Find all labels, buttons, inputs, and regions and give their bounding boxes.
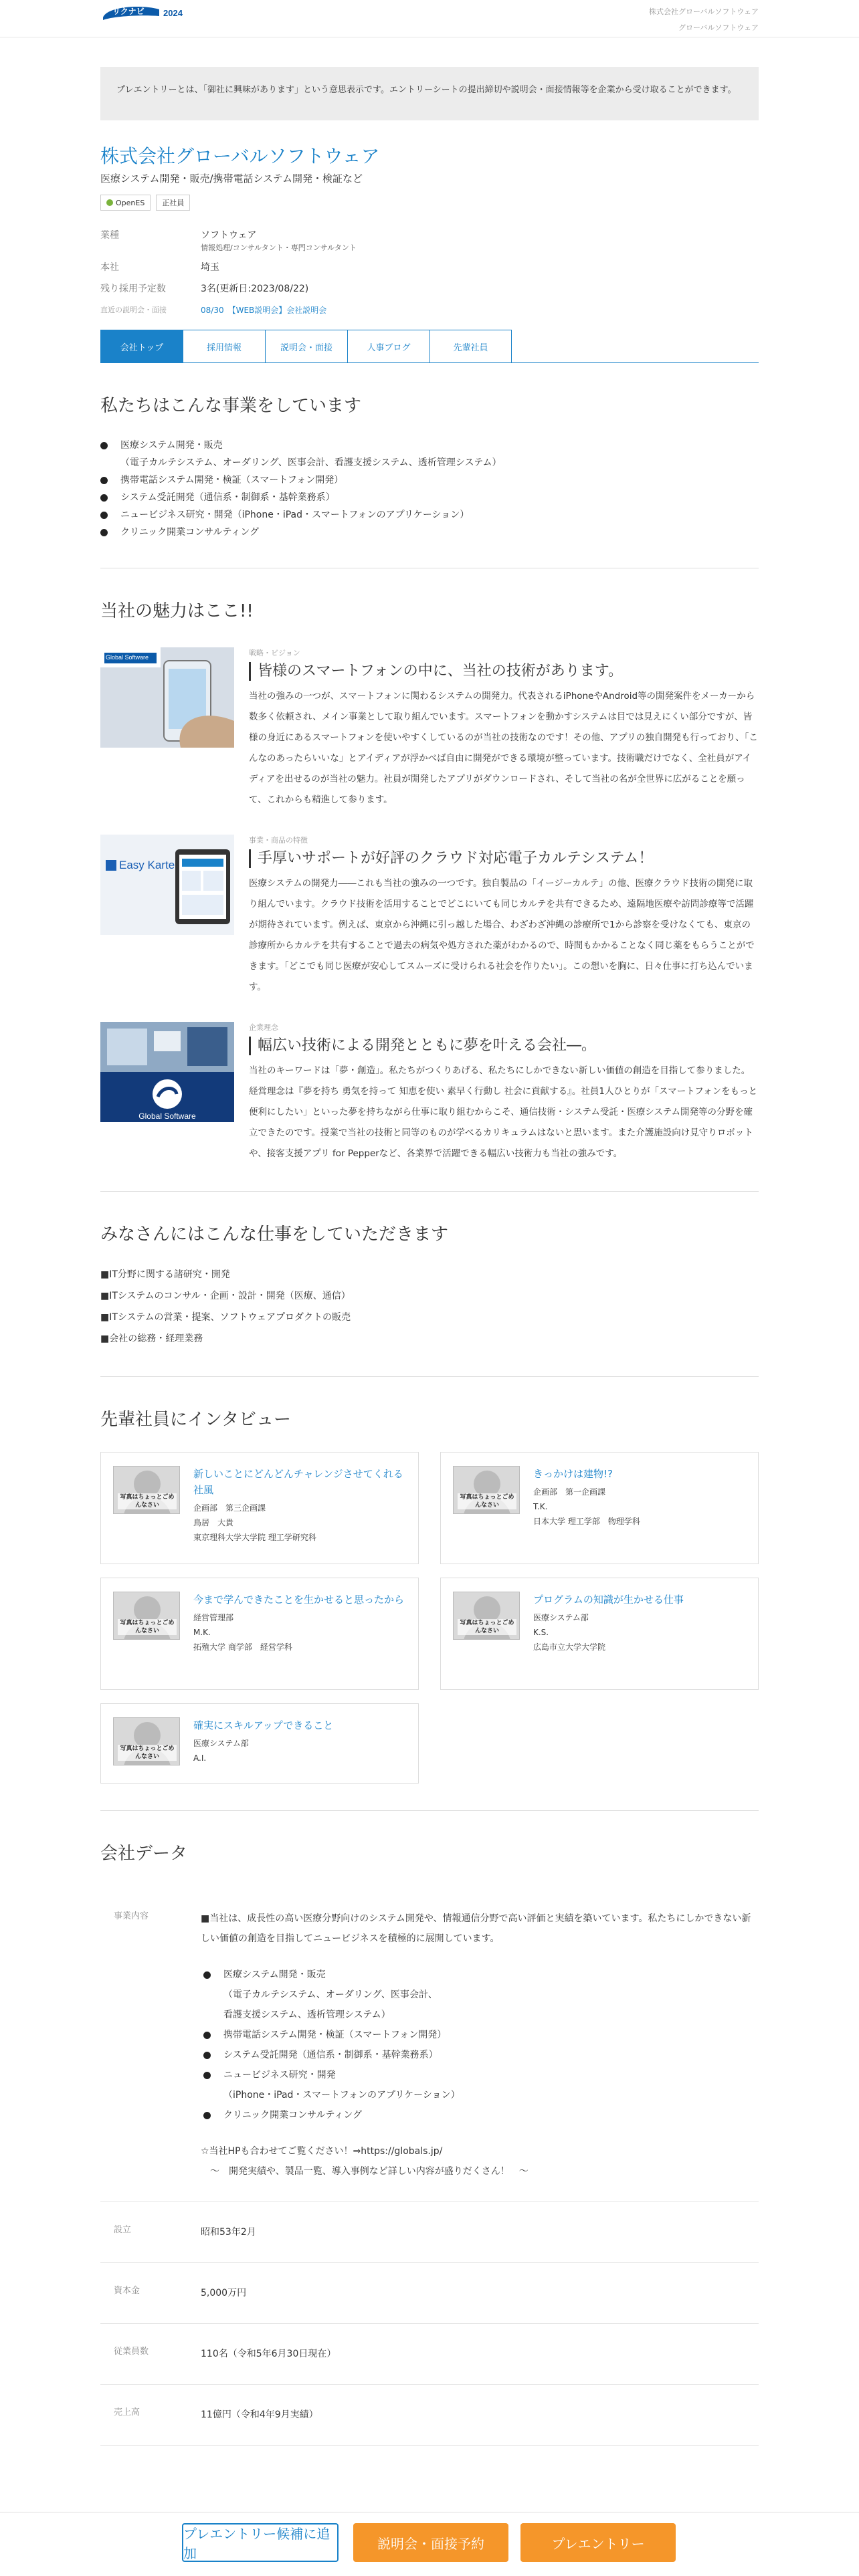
tab-recruit-info[interactable]: 採用情報 <box>183 330 265 363</box>
list-item: （電子カルテシステム、オーダリング、医事会計、 <box>223 1990 438 2000</box>
interview-card-4[interactable] <box>440 1578 759 1690</box>
sales-label: 売上高 <box>114 2407 140 2418</box>
business-list <box>100 437 759 541</box>
feature-2-image-caption: Easy Karte <box>119 859 175 871</box>
staff-photo-placeholder <box>453 1592 520 1640</box>
feature-image-smartphone <box>100 647 234 748</box>
list-item: システム受託開発（通信系・制御系・基幹業務系） <box>201 2045 759 2065</box>
interview-card-1[interactable] <box>100 1452 419 1564</box>
pre-entry-button[interactable]: プレエントリー <box>520 2523 676 2562</box>
industry-sub: 情報処理/コンサルタント・専門コンサルタント <box>201 243 357 252</box>
list-item: ■IT分野に関する諸研究・開発 <box>100 1269 230 1280</box>
staff-photo-placeholder <box>113 1466 180 1514</box>
photo-caption: 写真はちょっとごめんなさい <box>118 1745 177 1761</box>
header-company-line1: 株式会社グローバルソフトウェア <box>648 7 759 16</box>
tab-senior-staff[interactable]: 先輩社員 <box>430 330 512 363</box>
remaining-label: 残り採用予定数 <box>100 284 166 294</box>
feature-2-title: 手厚いサポートが好評のクラウド対応電子カルテシステム！ <box>249 849 759 868</box>
founded-value: 昭和53年2月 <box>201 2227 256 2238</box>
list-item: （iPhone・iPad・スマートフォンのアプリケーション） <box>223 2090 460 2101</box>
list-item: 医療システム開発・販売 <box>201 1965 759 1985</box>
sticky-footer <box>0 2512 859 2576</box>
interview-grid <box>100 1452 759 1784</box>
list-item: （電子カルテシステム、オーダリング、医事会計、看護支援システム、透析管理システム） <box>120 457 502 468</box>
interview-card-meta <box>533 1485 640 1529</box>
photo-caption: 写真はちょっとごめんなさい <box>118 1619 177 1635</box>
company-name: 株式会社グローバルソフトウェア <box>100 146 380 167</box>
info-recent <box>100 303 759 318</box>
work-list <box>100 1264 759 1350</box>
list-item: ニュービジネス研究・開発 <box>201 2065 759 2085</box>
interview-card-5[interactable] <box>100 1703 419 1784</box>
header-company-line2: グローバルソフトウェア <box>678 23 759 32</box>
feature-1-title: 皆様のスマートフォンの中に、当社の技術があります。 <box>249 662 759 681</box>
staff-name: K.S. <box>533 1628 549 1637</box>
fulltime-badge: 正社員 <box>156 195 190 211</box>
business-title: 私たちはこんな事業をしています <box>100 396 362 416</box>
staff-dept: 経営管理部 <box>193 1613 234 1622</box>
industry-label: 業種 <box>100 230 119 241</box>
tab-seminar[interactable]: 説明会・面接 <box>265 330 347 363</box>
industry-main: ソフトウェア <box>201 230 257 241</box>
feature-3-image-caption: Global Software <box>138 1111 196 1121</box>
work-title: みなさんにはこんな仕事をしていただきます <box>100 1224 449 1245</box>
interview-card-meta <box>533 1610 684 1654</box>
interview-card-body <box>193 1466 406 1550</box>
feature-2-body: 医療システムの開発力――これも当社の強みの一つです。独自製品の「イージーカルテ」の他、医療クラウド技術の開発に取り組んでいます。クラウド技術を活用することでどこにいても同じカルテを共有できるため、遠隔地医療や訪問診療等で活躍が期待されています。例えば、東京から沖縄に引っ越した場合、わざわざ沖縄の診療所で1から診察を受けなくても、東京の診療所からカルテを共有することで過去の病気や処方された薬がわかるので、時間もかかることなく同じ薬をもらうことができます。「どこでも同じ医療が安心してスムーズに受けられる社会を作りたい」。この想いを胸に、日々仕事に打ち込んでいます。 <box>249 878 755 992</box>
capital-label: 資本金 <box>114 2286 140 2296</box>
appeal-title: 当社の魅力はここ!! <box>100 601 254 621</box>
staff-dept: 医療システム部 <box>193 1739 249 1748</box>
data-row-employees <box>100 2324 759 2385</box>
feature-2 <box>100 835 759 998</box>
list-item: ■会社の総務・経理業務 <box>100 1333 203 1344</box>
photo-caption: 写真はちょっとごめんなさい <box>458 1619 516 1635</box>
global-software-logo-icon <box>100 1022 234 1122</box>
staff-name: T.K. <box>533 1502 548 1511</box>
smartphone-illustration-icon <box>100 647 234 748</box>
company-data-title: 会社データ <box>100 1844 188 1864</box>
list-item: 携帯電話システム開発・検証（スマートフォン開発） <box>201 2025 759 2045</box>
feature-1-text <box>249 647 759 811</box>
tab-company-top[interactable]: 会社トップ <box>100 330 183 363</box>
divider <box>100 1191 759 1192</box>
interview-card-meta <box>193 1501 406 1545</box>
interview-card-body <box>193 1592 404 1676</box>
feature-2-text <box>249 835 759 998</box>
feature-image-easy-karte <box>100 835 234 935</box>
feature-3-text <box>249 1022 759 1164</box>
feature-1 <box>100 647 759 811</box>
feature-3-title: 幅広い技術による開発とともに夢を叶える会社―。 <box>249 1037 759 1055</box>
interview-card-title[interactable]: 新しいことにどんどんチャレンジさせてくれる社風 <box>193 1468 403 1496</box>
logo-text: リクナビ <box>112 7 145 16</box>
staff-photo-placeholder <box>453 1466 520 1514</box>
employees-value: 110名（令和5年6月30日現在） <box>201 2349 337 2359</box>
interview-card-body <box>533 1592 684 1676</box>
industry-value <box>201 228 357 253</box>
list-item: 看護支援システム、透析管理システム） <box>223 2010 391 2020</box>
interview-card-title[interactable]: プログラムの知識が生かせる仕事 <box>533 1594 684 1606</box>
photo-caption: 写真はちょっとごめんなさい <box>118 1493 177 1509</box>
business-value <box>201 1909 759 2181</box>
remaining-value: 3名(更新日:2023/08/22) <box>201 284 309 294</box>
top-bar <box>0 0 859 37</box>
header-company <box>649 4 759 36</box>
employees-label: 従業員数 <box>114 2347 149 2357</box>
list-item: システム受託開発（通信系・制御系・基幹業務系） <box>100 489 759 506</box>
feature-1-image-caption: Global Software <box>106 654 149 661</box>
hq-value: 埼玉 <box>201 262 219 273</box>
interview-title: 先輩社員にインタビュー <box>100 1410 291 1430</box>
business-intro: ■当社は、成長性の高い医療分野向けのシステム開発や、情報通信分野で高い評価と実績を築いています。私たちにしかできない新しい価値の創造を目指してニュービジネスを積極的に展開しています。 <box>201 1913 751 1944</box>
interview-card-3[interactable] <box>100 1578 419 1690</box>
interview-card-title[interactable]: 今まで学んできたことを生かせると思ったから <box>193 1594 405 1606</box>
company-subtitle: 医療システム開発・販売/携帯電話システム開発・検証など <box>100 173 363 185</box>
tab-hr-blog[interactable]: 人事ブログ <box>347 330 430 363</box>
interview-card-meta <box>193 1736 333 1765</box>
staff-dept: 企画部 第三企画課 <box>193 1503 266 1513</box>
staff-school: 広島市立大学大学院 <box>533 1642 606 1652</box>
company-data-table <box>100 1889 759 2446</box>
feature-1-category: 戦略・ビジョン <box>249 649 300 657</box>
data-row-capital <box>100 2263 759 2324</box>
interview-card-title[interactable]: 確実にスキルアップできること <box>193 1719 334 1731</box>
openes-badge <box>100 195 151 211</box>
data-row-sales <box>100 2385 759 2446</box>
founded-label: 設立 <box>114 2225 132 2235</box>
staff-name: A.I. <box>193 1753 207 1763</box>
pre-entry-notice: プレエントリーとは、「御社に興味があります」という意思表示です。エントリーシートの提出締切や説明会・面接情報等を企業から受け取ることができます。 <box>100 67 759 120</box>
openes-label: OpenES <box>116 198 145 207</box>
recent-label: 直近の説明会・面接 <box>100 306 167 314</box>
company-tabs <box>100 330 759 363</box>
add-candidate-button[interactable]: プレエントリー候補に追加 <box>182 2523 339 2562</box>
hq-label: 本社 <box>100 262 119 273</box>
company-info <box>100 228 759 318</box>
photo-caption: 写真はちょっとごめんなさい <box>458 1493 516 1509</box>
feature-1-body: 当社の強みの一つが、スマートフォンに関わるシステムの開発力。代表されるiPhoneやAndroid等の開発案件をメーカーから数多く依頼され、メイン事業として取り組んでいます。スマートフォンを動かすシステムは目では見えにくい部分ですが、皆様の身近にあるスマートフォンを使いやすくしているのが当社の技術なのです！その他、アプリの独自開発も行っており、「こんなのあったらいいな」とアイディアが浮かべば自由に開発ができる環境が整っています。技術職だけでなく、全社員がアイディアを出せるのが当社の魅力。社員が開発したアプリがダウンロードされ、そして当社の名が全世界に広がることを願って、これからも精進して参ります。 <box>249 691 758 805</box>
info-industry <box>100 228 759 253</box>
feature-image-global-software <box>100 1022 234 1122</box>
staff-dept: 医療システム部 <box>533 1613 589 1622</box>
list-item: クリニック開業コンサルティング <box>201 2105 759 2125</box>
sales-value: 11億円（令和4年9月実績） <box>201 2409 318 2420</box>
business-tail-link[interactable]: ☆当社HPも合わせてご覧ください！⇒https://globals.jp/ <box>201 2146 443 2157</box>
staff-photo-placeholder <box>113 1717 180 1765</box>
info-remaining <box>100 282 759 296</box>
feature-3-category: 企業理念 <box>249 1023 278 1032</box>
seminar-reserve-button[interactable]: 説明会・面接予約 <box>353 2523 508 2562</box>
staff-dept: 企画部 第一企画課 <box>533 1487 606 1497</box>
logo-year: 2024 <box>163 7 183 18</box>
interview-card-meta <box>193 1610 404 1654</box>
feature-2-category: 事業・商品の特徴 <box>249 836 308 845</box>
main-content <box>100 67 759 2446</box>
feature-3-body: 当社のキーワードは「夢・創造」。私たちがつくりあげる、私たちにしかできない新しい価値の創造を目指して参りました。経営理念は『夢を持ち 勇気を持って 知恵を使い 素早く行動し 社会に貢献する』。社員1人ひとりが「スマートフォンをもっと便利にしたい」といった夢を持ちながら仕事に取り組むからこそ、通信技術・システム受託・医療システム開発等の分野を確立できたのです。授業で当社の技術と同等のものが学べるカリキュラムはないと思います。また介護施設向け見守りロボットや、接客支援アプリ for Pepperなど、各業界で活躍できる幅広い技術力も当社の強みです。 <box>249 1065 758 1159</box>
list-item: 医療システム開発・販売 <box>100 437 759 454</box>
list-item: 携帯電話システム開発・検証（スマートフォン開発） <box>100 471 759 489</box>
interview-card-body <box>193 1717 333 1769</box>
capital-value: 5,000万円 <box>201 2288 247 2298</box>
list-item: ニュービジネス研究・開発（iPhone・iPad・スマートフォンのアプリケーション） <box>100 506 759 524</box>
openes-icon <box>106 199 113 206</box>
staff-school: 拓殖大学 商学部 経営学科 <box>193 1642 292 1652</box>
list-item: クリニック開業コンサルティング <box>100 524 759 541</box>
staff-school: 東京理科大学大学院 理工学研究科 <box>193 1533 316 1542</box>
interview-card-2[interactable] <box>440 1452 759 1564</box>
badges <box>100 195 759 211</box>
list-item: ■ITシステムのコンサル・企画・設計・開発（医療、通信） <box>100 1291 351 1301</box>
feature-3 <box>100 1022 759 1164</box>
divider <box>100 1810 759 1811</box>
staff-name: 鳥居 大貴 <box>193 1518 234 1527</box>
interview-card-body <box>533 1466 640 1550</box>
list-item: ■ITシステムの営業・提案、ソフトウェアプロダクトの販売 <box>100 1312 351 1323</box>
tablet-illustration-icon <box>100 835 234 935</box>
interview-card-title[interactable]: きっかけは建物!? <box>533 1468 613 1480</box>
info-hq <box>100 260 759 275</box>
staff-school: 日本大学 理工学部 物理学科 <box>533 1517 640 1526</box>
staff-name: M.K. <box>193 1628 211 1637</box>
business-tail-note: ～ 開発実績や、製品一覧、導入事例など詳しい内容が盛りだくさん！ ～ <box>201 2166 529 2177</box>
divider <box>100 1376 759 1377</box>
business-label: 事業内容 <box>114 1911 149 1921</box>
staff-photo-placeholder <box>113 1592 180 1640</box>
data-row-business <box>100 1889 759 2202</box>
recent-seminar-link[interactable]: 08/30 【WEB説明会】会社説明会 <box>201 306 327 315</box>
business-items <box>201 1965 759 2125</box>
data-row-founded <box>100 2202 759 2263</box>
